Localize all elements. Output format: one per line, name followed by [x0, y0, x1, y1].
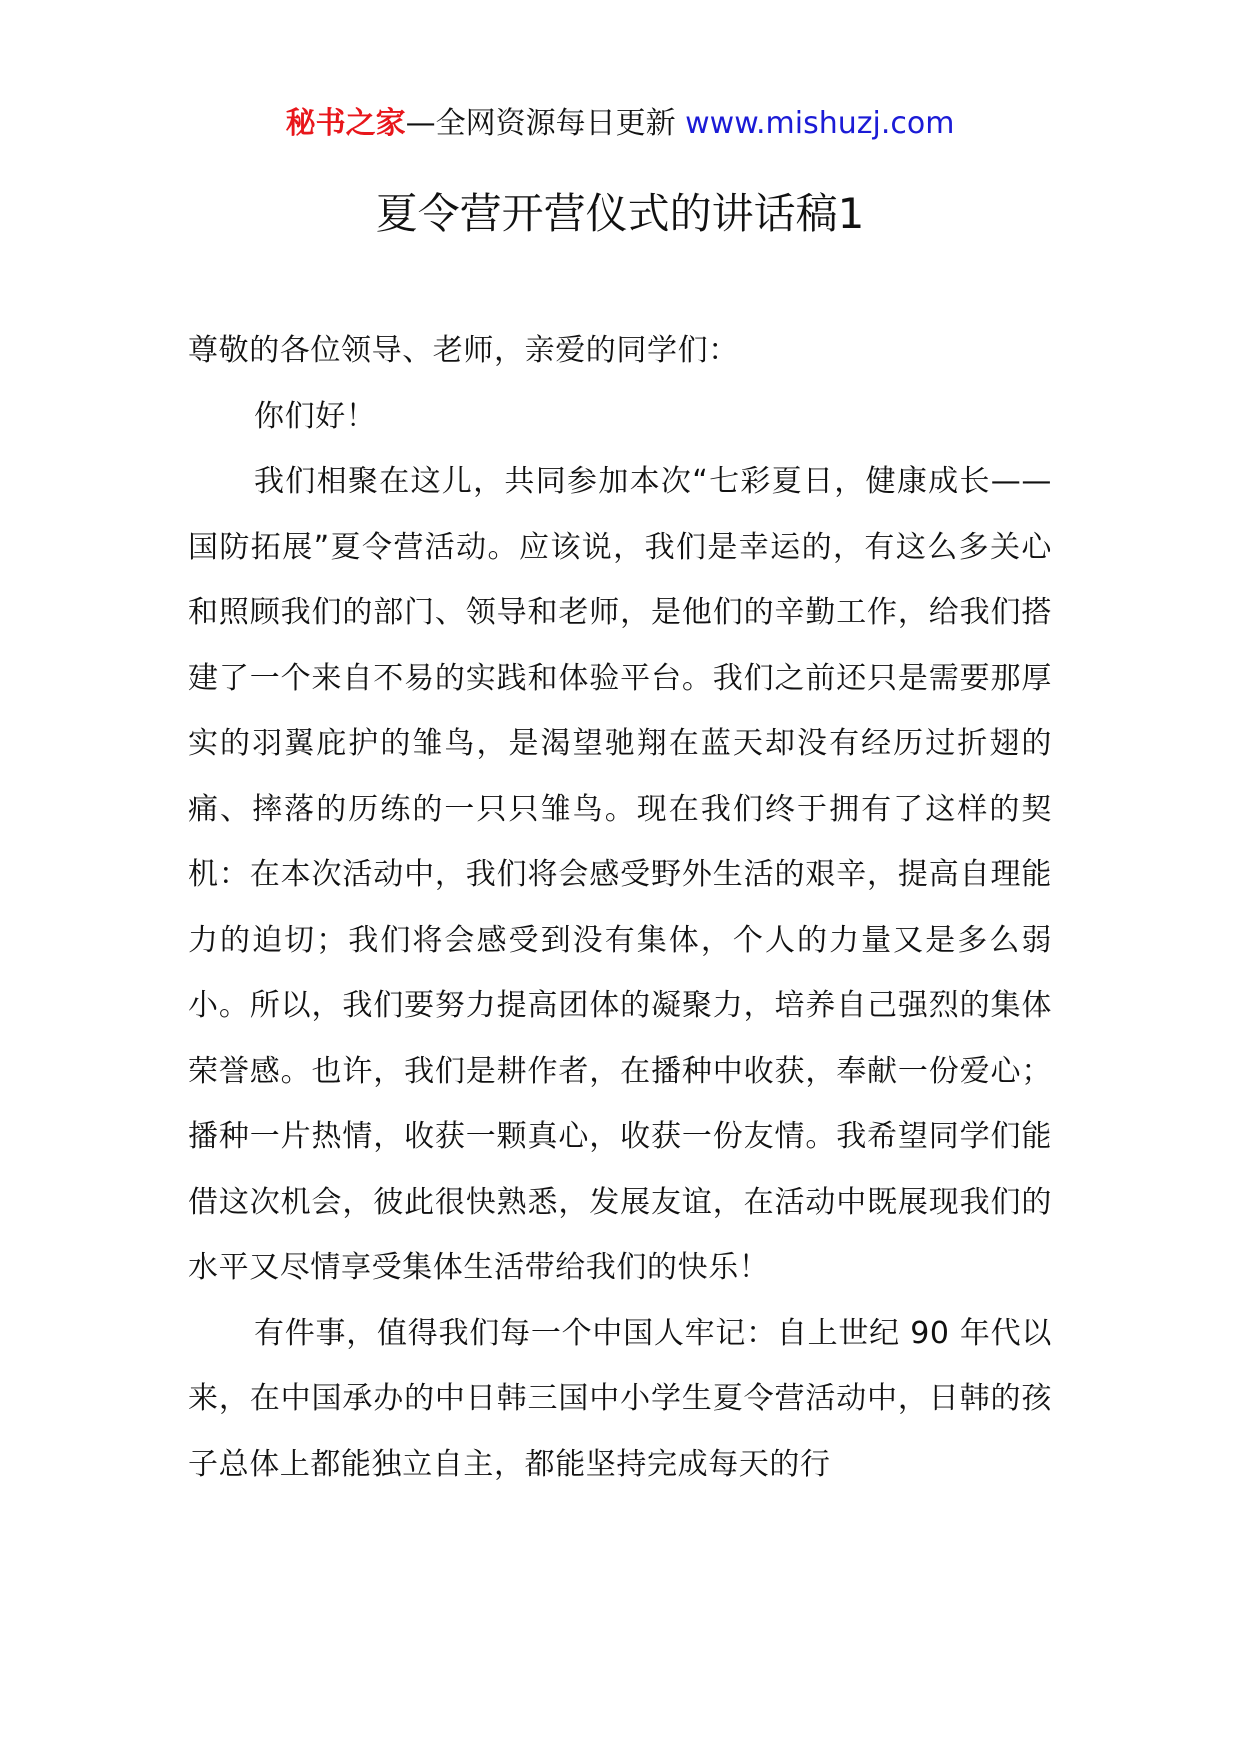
paragraph: 有件事，值得我们每一个中国人牢记：自上世纪 90 年代以来，在中国承办的中日韩三国中小学生夏令营活动中，日韩的孩子总体上都能独立自主，都能坚持完成每天的行	[188, 1315, 1052, 1482]
paragraph: 我们相聚在这儿，共同参加本次“七彩夏日，健康成长——国防拓展”夏令营活动。应该说，我们是幸运的，有这么多关心和照顾我们的部门、领导和老师，是他们的辛勤工作，给我们搭建了一个来自不易的实践和体验平台。我们之前还只是需要那厚实的羽翼庇护的雏鸟，是渴望驰翔在蓝天却没有经历过折翅的痛、摔落的历练的一只只雏鸟。现在我们终于拥有了这样的契机：在本次活动中，我们将会感受野外生活的艰辛，提高自理能力的迫切；我们将会感受到没有集体，个人的力量又是多么弱小。所以，我们要努力提高团体的凝聚力，培养自己强烈的集体荣誉感。也许，我们是耕作者，在播种中收获，奉献一份爱心；播种一片热情，收获一颗真心，收获一份友情。我希望同学们能借这次机会，彼此很快熟悉，发展友谊，在活动中既展现我们的水平又尽情享受集体生活带给我们的快乐！	[188, 464, 1052, 1285]
salutation: 尊敬的各位领导、老师，亲爱的同学们：	[188, 333, 739, 368]
site-tagline: —全网资源每日更新	[405, 106, 676, 141]
site-header	[0, 102, 1240, 146]
site-brand: 秘书之家	[285, 106, 406, 141]
document-title: 夏令营开营仪式的讲话稿1	[375, 189, 865, 238]
document-body	[188, 318, 1052, 1497]
paragraph: 你们好！	[254, 398, 377, 434]
site-url-link[interactable]: www.mishuzj.com	[685, 106, 955, 141]
